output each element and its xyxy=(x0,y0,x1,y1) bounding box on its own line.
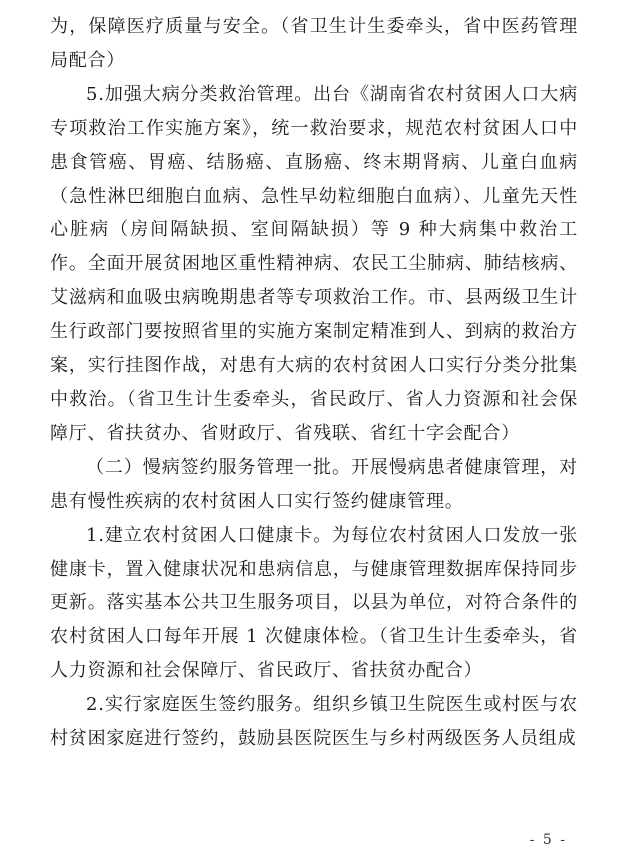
paragraph-4: 1.建立农村贫困人口健康卡。为每位农村贫困人口发放一张健康卡，置入健康状况和患病信息，与健康管理数据库保持同步更新。落实基本公共卫生服务项目，以县为单位，对符合条件的农村贫困人口每年开展 1 次健康体检。（省卫生计生委牵头，省人力资源和社会保障厅、省民政厅、省扶贫办配合） xyxy=(50,524,578,682)
paragraph-2: 5.加强大病分类救治管理。出台《湖南省农村贫困人口大病专项救治工作实施方案》，统一救治要求，规范农村贫困人口中患食管癌、胃癌、结肠癌、直肠癌、终末期肾病、儿童白血病（急性淋巴细胞白血病、急性早幼粒细胞白血病）、儿童先天性心脏病（房间隔缺损、室间隔缺损）等 9 种大病集中救治工作。全面开展贫困地区重性精神病、农民工尘肺病、肺结核病、艾滋病和血吸虫病晚期患者等专项救治工作。市、县两级卫生计生行政部门要按照省里的实施方案制定精准到人、到病的救治方案，实行挂图作战，对患有大病的农村贫困人口实行分类分批集中救治。（省卫生计生委牵头，省民政厅、省人力资源和社会保障厅、省扶贫办、省财政厅、省残联、省红十字会配合） xyxy=(50,83,578,444)
document-body xyxy=(50,10,578,756)
paragraph-3: （二）慢病签约服务管理一批。开展慢病患者健康管理，对患有慢性疾病的农村贫困人口实行签约健康管理。 xyxy=(50,456,578,512)
page-number: - 5 - xyxy=(529,832,567,848)
paragraph-1: 为，保障医疗质量与安全。（省卫生计生委牵头，省中医药管理局配合） xyxy=(50,16,578,71)
paragraph-5: 2.实行家庭医生签约服务。组织乡镇卫生院医生或村医与农村贫困家庭进行签约，鼓励县医院医生与乡村两级医务人员组成 xyxy=(50,694,578,750)
